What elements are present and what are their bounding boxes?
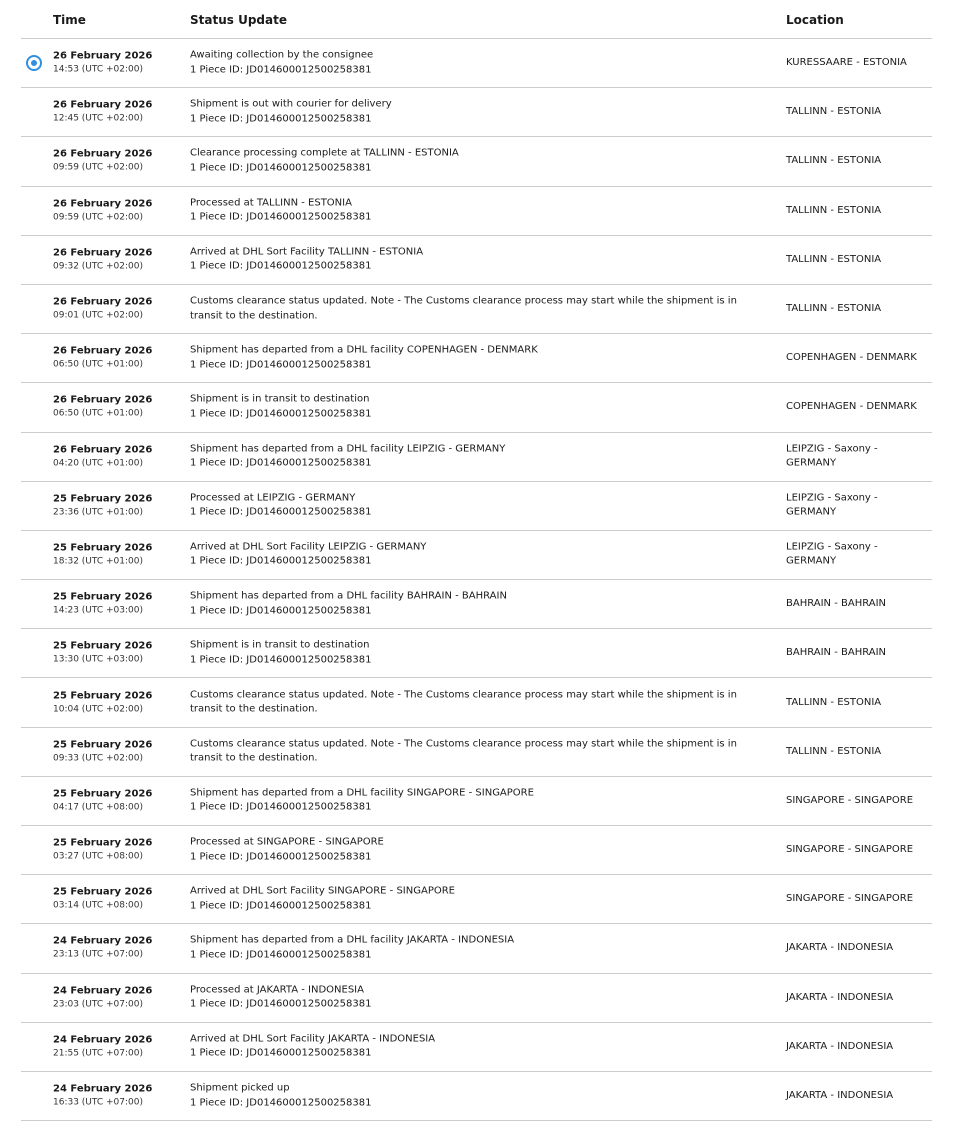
event-time: 10:04 (UTC +02:00) <box>53 704 143 715</box>
event-time: 23:36 (UTC +01:00) <box>53 507 143 518</box>
status-cell <box>190 737 770 766</box>
status-text: Shipment is out with courier for delivery <box>190 98 392 110</box>
location-cell: BAHRAIN - BAHRAIN <box>786 647 887 659</box>
event-time: 13:30 (UTC +03:00) <box>53 654 143 665</box>
status-cell <box>190 885 770 914</box>
time-cell <box>53 345 183 372</box>
table-row <box>21 974 932 1023</box>
status-cell <box>190 147 770 176</box>
time-cell <box>53 443 183 470</box>
event-date: 26 February 2026 <box>53 99 153 111</box>
time-cell <box>53 591 183 618</box>
event-date: 25 February 2026 <box>53 690 153 702</box>
status-cell <box>190 98 770 127</box>
event-date: 26 February 2026 <box>53 296 153 308</box>
status-cell <box>190 442 770 471</box>
status-text: Shipment has departed from a DHL facility JAKARTA - INDONESIA <box>190 934 515 946</box>
event-time: 04:17 (UTC +08:00) <box>53 802 143 813</box>
location-cell: TALLINN - ESTONIA <box>786 696 882 708</box>
table-row <box>21 875 932 924</box>
event-date: 26 February 2026 <box>53 50 153 62</box>
event-date: 25 February 2026 <box>53 591 153 603</box>
event-date: 26 February 2026 <box>53 198 153 210</box>
time-cell <box>53 50 183 77</box>
status-text: Awaiting collection by the consignee <box>190 49 374 61</box>
piece-id: 1 Piece ID: JD014600012500258381 <box>190 605 372 617</box>
event-time: 06:50 (UTC +01:00) <box>53 359 143 370</box>
table-row <box>21 924 932 973</box>
status-text: Shipment has departed from a DHL facility BAHRAIN - BAHRAIN <box>190 590 507 602</box>
status-cell <box>190 49 770 78</box>
status-text: Shipment has departed from a DHL facility SINGAPORE - SINGAPORE <box>190 787 534 799</box>
location-cell: SINGAPORE - SINGAPORE <box>786 893 914 905</box>
time-cell <box>53 984 183 1011</box>
event-time: 21:55 (UTC +07:00) <box>53 1048 143 1059</box>
event-time: 09:32 (UTC +02:00) <box>53 261 143 272</box>
time-cell <box>53 148 183 175</box>
status-cell <box>190 639 770 668</box>
status-text: Arrived at DHL Sort Facility SINGAPORE - SINGAPORE <box>190 885 455 897</box>
event-date: 26 February 2026 <box>53 345 153 357</box>
table-row <box>21 482 932 531</box>
event-date: 24 February 2026 <box>53 1083 153 1095</box>
event-date: 26 February 2026 <box>53 148 153 160</box>
status-cell <box>190 1082 770 1111</box>
piece-id: 1 Piece ID: JD014600012500258381 <box>190 949 372 961</box>
location-cell: COPENHAGEN - DENMARK <box>786 401 917 413</box>
table-row <box>21 88 932 137</box>
time-cell <box>53 197 183 224</box>
event-time: 14:23 (UTC +03:00) <box>53 605 143 616</box>
event-time: 09:59 (UTC +02:00) <box>53 162 143 173</box>
status-cell <box>190 344 770 373</box>
event-date: 24 February 2026 <box>53 985 153 997</box>
piece-id: 1 Piece ID: JD014600012500258381 <box>190 260 372 272</box>
table-row <box>21 777 932 826</box>
piece-id: 1 Piece ID: JD014600012500258381 <box>190 162 372 174</box>
table-row <box>21 678 932 727</box>
tracking-history-table <box>21 0 932 1121</box>
status-cell <box>190 590 770 619</box>
location-cell: TALLINN - ESTONIA <box>786 253 882 265</box>
event-date: 24 February 2026 <box>53 935 153 947</box>
time-cell <box>53 1033 183 1060</box>
time-cell <box>53 296 183 323</box>
table-header <box>21 0 932 39</box>
event-time: 16:33 (UTC +07:00) <box>53 1097 143 1108</box>
table-row <box>21 531 932 580</box>
piece-id: 1 Piece ID: JD014600012500258381 <box>190 1047 372 1059</box>
event-time: 14:53 (UTC +02:00) <box>53 64 143 75</box>
table-row <box>21 433 932 482</box>
event-time: 23:03 (UTC +07:00) <box>53 999 143 1010</box>
piece-id: 1 Piece ID: JD014600012500258381 <box>190 801 372 813</box>
time-cell <box>53 689 183 716</box>
piece-id: 1 Piece ID: JD014600012500258381 <box>190 408 372 420</box>
location-cell: TALLINN - ESTONIA <box>786 106 882 118</box>
piece-id: 1 Piece ID: JD014600012500258381 <box>190 113 372 125</box>
location-cell: LEIPZIG - Saxony - GERMANY <box>786 492 878 518</box>
piece-id: 1 Piece ID: JD014600012500258381 <box>190 998 372 1010</box>
status-text: Shipment is in transit to destination <box>190 639 370 651</box>
status-cell <box>190 1032 770 1061</box>
time-cell <box>53 1083 183 1110</box>
current-status-dot-icon <box>26 55 42 71</box>
time-cell <box>53 837 183 864</box>
location-cell: BAHRAIN - BAHRAIN <box>786 597 887 609</box>
status-cell <box>190 196 770 225</box>
location-cell: SINGAPORE - SINGAPORE <box>786 843 914 855</box>
time-cell <box>53 246 183 273</box>
piece-id: 1 Piece ID: JD014600012500258381 <box>190 457 372 469</box>
time-cell <box>53 394 183 421</box>
event-date: 24 February 2026 <box>53 1034 153 1046</box>
piece-id: 1 Piece ID: JD014600012500258381 <box>190 555 372 567</box>
event-date: 25 February 2026 <box>53 640 153 652</box>
location-cell: KURESSAARE - ESTONIA <box>786 56 907 68</box>
status-text: Customs clearance status updated. Note - The Customs clearance process may start while the shipment is in transit to the destination. <box>190 689 737 715</box>
time-cell <box>53 787 183 814</box>
table-row <box>21 39 932 88</box>
event-date: 25 February 2026 <box>53 886 153 898</box>
status-cell <box>190 836 770 865</box>
event-time: 03:27 (UTC +08:00) <box>53 851 143 862</box>
time-cell <box>53 886 183 913</box>
table-row <box>21 728 932 777</box>
location-cell: LEIPZIG - Saxony - GERMANY <box>786 443 878 469</box>
status-cell <box>190 245 770 274</box>
status-text: Customs clearance status updated. Note - The Customs clearance process may start while the shipment is in transit to the destination. <box>190 738 737 764</box>
location-cell: JAKARTA - INDONESIA <box>786 1089 894 1101</box>
event-time: 06:50 (UTC +01:00) <box>53 408 143 419</box>
status-text: Arrived at DHL Sort Facility JAKARTA - INDONESIA <box>190 1033 436 1045</box>
time-cell <box>53 541 183 568</box>
table-row <box>21 334 932 383</box>
time-cell <box>53 935 183 962</box>
event-time: 12:45 (UTC +02:00) <box>53 113 143 124</box>
event-time: 09:01 (UTC +02:00) <box>53 310 143 321</box>
status-text: Shipment has departed from a DHL facility LEIPZIG - GERMANY <box>190 443 506 455</box>
location-cell: TALLINN - ESTONIA <box>786 302 882 314</box>
status-text: Arrived at DHL Sort Facility LEIPZIG - GERMANY <box>190 541 427 553</box>
time-cell <box>53 492 183 519</box>
table-row <box>21 629 932 678</box>
time-cell <box>53 738 183 765</box>
table-row <box>21 285 932 334</box>
time-cell <box>53 99 183 126</box>
event-date: 26 February 2026 <box>53 394 153 406</box>
location-cell: JAKARTA - INDONESIA <box>786 1040 894 1052</box>
event-date: 25 February 2026 <box>53 542 153 554</box>
location-cell: JAKARTA - INDONESIA <box>786 991 894 1003</box>
time-column-header: Time <box>53 13 86 27</box>
piece-id: 1 Piece ID: JD014600012500258381 <box>190 506 372 518</box>
status-cell <box>190 295 770 324</box>
table-row <box>21 187 932 236</box>
location-cell: JAKARTA - INDONESIA <box>786 942 894 954</box>
table-row <box>21 1072 932 1121</box>
status-column-header: Status Update <box>190 13 287 27</box>
piece-id: 1 Piece ID: JD014600012500258381 <box>190 654 372 666</box>
piece-id: 1 Piece ID: JD014600012500258381 <box>190 900 372 912</box>
event-time: 04:20 (UTC +01:00) <box>53 458 143 469</box>
piece-id: 1 Piece ID: JD014600012500258381 <box>190 211 372 223</box>
status-cell <box>190 540 770 569</box>
status-cell <box>190 983 770 1012</box>
status-text: Processed at SINGAPORE - SINGAPORE <box>190 836 384 848</box>
status-text: Arrived at DHL Sort Facility TALLINN - ESTONIA <box>190 246 424 258</box>
table-row <box>21 580 932 629</box>
event-time: 23:13 (UTC +07:00) <box>53 949 143 960</box>
table-row <box>21 383 932 432</box>
event-date: 25 February 2026 <box>53 739 153 751</box>
event-time: 03:14 (UTC +08:00) <box>53 900 143 911</box>
status-text: Processed at TALLINN - ESTONIA <box>190 197 352 209</box>
time-cell <box>53 640 183 667</box>
table-body <box>21 39 932 1121</box>
table-row <box>21 137 932 186</box>
piece-id: 1 Piece ID: JD014600012500258381 <box>190 851 372 863</box>
location-cell: TALLINN - ESTONIA <box>786 155 882 167</box>
status-text: Shipment is in transit to destination <box>190 393 370 405</box>
status-cell <box>190 491 770 520</box>
status-cell <box>190 934 770 963</box>
status-text: Shipment picked up <box>190 1082 290 1094</box>
location-cell: TALLINN - ESTONIA <box>786 745 882 757</box>
status-cell <box>190 688 770 717</box>
location-column-header: Location <box>786 13 844 27</box>
location-cell: LEIPZIG - Saxony - GERMANY <box>786 541 878 567</box>
location-cell: TALLINN - ESTONIA <box>786 204 882 216</box>
event-time: 09:33 (UTC +02:00) <box>53 753 143 764</box>
status-text: Shipment has departed from a DHL facility COPENHAGEN - DENMARK <box>190 344 538 356</box>
status-cell <box>190 393 770 422</box>
location-cell: SINGAPORE - SINGAPORE <box>786 794 914 806</box>
event-date: 25 February 2026 <box>53 837 153 849</box>
event-time: 09:59 (UTC +02:00) <box>53 212 143 223</box>
event-date: 26 February 2026 <box>53 247 153 259</box>
table-row <box>21 826 932 875</box>
event-date: 26 February 2026 <box>53 444 153 456</box>
event-time: 18:32 (UTC +01:00) <box>53 556 143 567</box>
location-cell: COPENHAGEN - DENMARK <box>786 351 917 363</box>
status-text: Processed at JAKARTA - INDONESIA <box>190 984 364 996</box>
event-date: 25 February 2026 <box>53 493 153 505</box>
piece-id: 1 Piece ID: JD014600012500258381 <box>190 359 372 371</box>
status-cell <box>190 786 770 815</box>
piece-id: 1 Piece ID: JD014600012500258381 <box>190 1097 372 1109</box>
status-text: Processed at LEIPZIG - GERMANY <box>190 492 356 504</box>
table-row <box>21 236 932 285</box>
status-text: Customs clearance status updated. Note - The Customs clearance process may start while the shipment is in transit to the destination. <box>190 295 737 322</box>
table-row <box>21 1023 932 1072</box>
event-date: 25 February 2026 <box>53 788 153 800</box>
status-text: Clearance processing complete at TALLINN - ESTONIA <box>190 147 459 159</box>
piece-id: 1 Piece ID: JD014600012500258381 <box>190 64 372 76</box>
